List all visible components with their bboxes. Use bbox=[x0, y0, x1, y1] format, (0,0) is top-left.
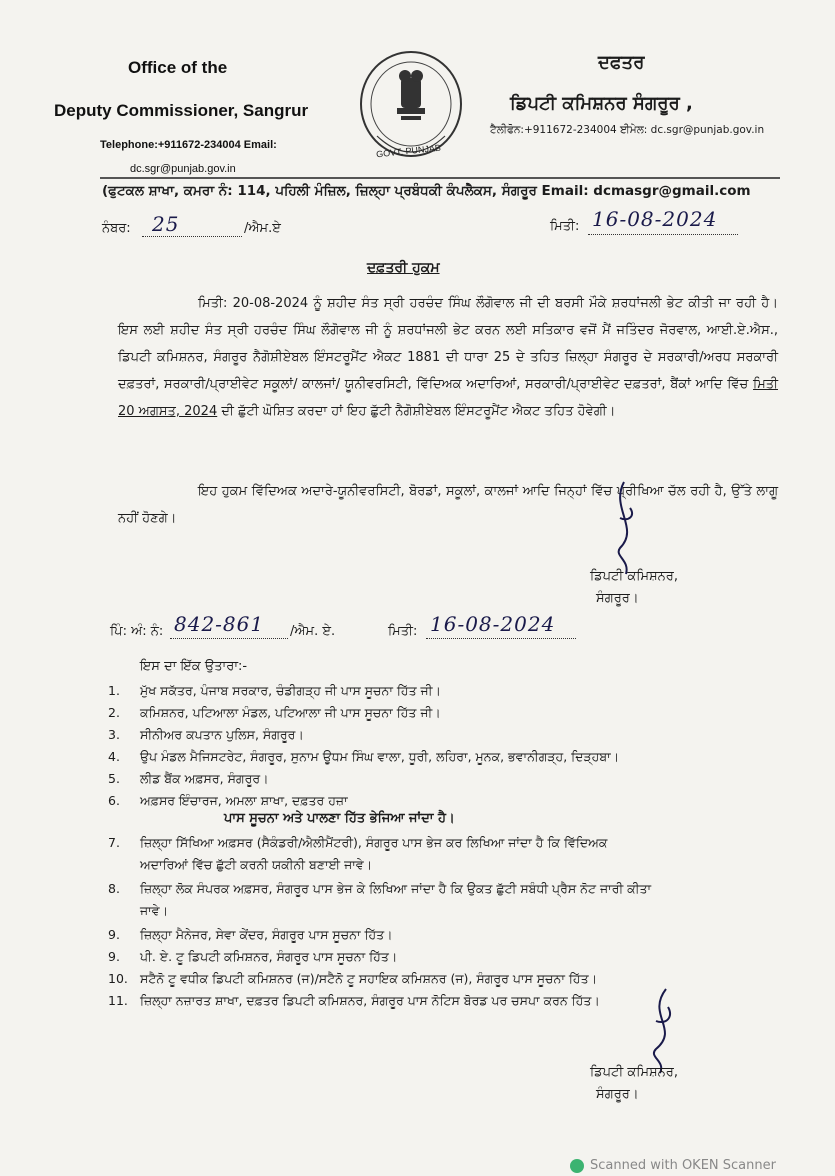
email-en: dc.sgr@punjab.gov.in bbox=[130, 163, 236, 175]
date-label: ਮਿਤੀ: bbox=[550, 219, 580, 234]
list-item-continuation: ਅਦਾਰਿਆਂ ਵਿੱਚ ਛੁੱਟੀ ਕਰਨੀ ਯਕੀਨੀ ਬਣਾਈ ਜਾਵੇ। bbox=[140, 857, 373, 872]
scanner-logo-icon bbox=[570, 1159, 584, 1173]
order-paragraph-1-text: ਮਿਤੀ: 20-08-2024 ਨੂੰ ਸ਼ਹੀਦ ਸੰਤ ਸ੍ਰੀ ਹਰਚੰਦ ਸਿੰਘ ਲੌਗੋਵਾਲ ਜੀ ਦੀ ਬਰਸੀ ਮੌਕੇ ਸ਼ਰਧਾਂਜਲੀ ਭੇਟ ਕੀਤੀ ਜਾ ਰਹੀ ਹੈ। ਇਸ ਲਈ ਸ਼ਹੀਦ ਸੰਤ ਸ੍ਰੀ ਹਰਚੰਦ ਸਿੰਘ ਲੌਗੋਵਾਲ ਜੀ ਨੂੰ ਸ਼ਰਧਾਂਜਲੀ ਭੇਟ ਕਰਨ ਲਈ ਸਤਿਕਾਰ ਵਜੋਂ ਮੈਂ ਜਤਿੰਦਰ ਜੋਰਵਾਲ, ਆਈ.ਏ.ਐਸ., ਡਿਪਟੀ ਕਮਿਸ਼ਨਰ, ਸੰਗਰੂਰ ਨੈਗੋਸ਼ੀਏਬਲ ਇੰਸਟਰੂਮੈਂਟ ਐਕਟ 1881 ਦੀ ਧਾਰਾ 25 ਦੇ ਤਹਿਤ ਜ਼ਿਲ੍ਹਾ ਸੰਗਰੂਰ ਦੇ ਸਰਕਾਰੀ/ਅਰਧ ਸਰਕਾਰੀ ਦਫ਼ਤਰਾਂ, ਸਰਕਾਰੀ/ਪ੍ਰਾਈਵੇਟ ਸਕੂਲਾਂ/ ਕਾਲਜਾਂ/ ਯੂਨੀਵਰਸਿਟੀ, ਵਿੱਦਿਅਕ ਅਦਾਰਿਆਂ, ਸਰਕਾਰੀ/ਪ੍ਰਾਈਵੇਟ ਦਫ਼ਤਰਾਂ, ਬੈਂਕਾਂ ਆਦਿ ਵਿੱਚ bbox=[118, 296, 778, 392]
endorsement-date-dotted-line bbox=[426, 638, 576, 639]
header-divider bbox=[100, 177, 780, 179]
list-item: 4. ਉਪ ਮੰਡਲ ਮੈਜਿਸਟਰੇਟ, ਸੰਗਰੂਰ, ਸੁਨਾਮ ਊਧਮ ਸਿੰਘ ਵਾਲਾ, ਧੂਰੀ, ਲਹਿਰਾ, ਮੂਨਕ, ਭਵਾਨੀਗੜ੍ਹ, ਦਿੜ੍ਹਬਾ। bbox=[108, 749, 620, 764]
list-item: 11. ਜ਼ਿਲ੍ਹਾ ਨਜ਼ਾਰਤ ਸ਼ਾਖਾ, ਦਫ਼ਤਰ ਡਿਪਟੀ ਕਮਿਸ਼ਨਰ, ਸੰਗਰੂਰ ਪਾਸ ਨੋਟਿਸ ਬੋਰਡ ਪਰ ਚਸਪਾ ਕਰਨ ਹਿੱਤ। bbox=[108, 993, 600, 1008]
signatory-1-place: ਸੰਗਰੂਰ। bbox=[596, 591, 639, 606]
seal-label: GOVT. PUNJAB bbox=[375, 142, 442, 160]
endorsement-number-value: 842-861 bbox=[174, 612, 265, 636]
holiday-date: ਮਿਤੀ 20 ਅਗਸਤ, 2024 bbox=[118, 377, 778, 419]
order-paragraph-2: ਇਹ ਹੁਕਮ ਵਿੱਦਿਅਕ ਅਦਾਰੇ-ਯੂਨੀਵਰਸਿਟੀ, ਬੋਰਡਾਂ, ਸਕੂਲਾਂ, ਕਾਲਜਾਂ ਆਦਿ ਜਿਨ੍ਹਾਂ ਵਿੱਚ ਪ੍ਰੀਖਿਆ ਚੱਲ ਰਹੀ ਹੈ, ਉੱਤੇ ਲਾਗੂ ਨਹੀਂ ਹੋਣਗੇ। bbox=[118, 484, 778, 526]
list-item: 1. ਮੁੱਖ ਸਕੱਤਰ, ਪੰਜਾਬ ਸਰਕਾਰ, ਚੰਡੀਗੜ੍ਹ ਜੀ ਪਾਸ ਸੂਚਨਾ ਹਿੱਤ ਜੀ। bbox=[108, 683, 441, 698]
scanner-watermark: Scanned with OKEN Scanner bbox=[590, 1158, 776, 1173]
office-title-en-line1: Office of the bbox=[128, 58, 228, 77]
list-item: 8. ਜ਼ਿਲ੍ਹਾ ਲੋਕ ਸੰਪਰਕ ਅਫ਼ਸਰ, ਸੰਗਰੂਰ ਪਾਸ ਭੇਜ ਕੇ ਲਿਖਿਆ ਜਾਂਦਾ ਹੈ ਕਿ ਉਕਤ ਛੁੱਟੀ ਸਬੰਧੀ ਪ੍ਰੈਸ ਨੋਟ ਜਾਰੀ ਕੀਤਾ bbox=[108, 881, 652, 896]
list-item: 3. ਸੀਨੀਅਰ ਕਪਤਾਨ ਪੁਲਿਸ, ਸੰਗਰੂਰ। bbox=[108, 727, 304, 742]
date-value: 16-08-2024 bbox=[592, 207, 718, 231]
signatory-1-title: ਡਿਪਟੀ ਕਮਿਸ਼ਨਰ, bbox=[590, 569, 678, 584]
telephone-pa: ਟੈਲੀਫੋਨ:+911672-234004 ਈਮੇਲ: dc.sgr@punjab.gov.in bbox=[490, 124, 765, 136]
endorsement-intro: ਇਸ ਦਾ ਇੱਕ ਉਤਾਰਾ:- bbox=[140, 659, 248, 674]
endorsement-number-suffix: /ਐਮ. ਏ. bbox=[290, 624, 336, 639]
endorsement-date-label: ਮਿਤੀ: bbox=[388, 624, 418, 639]
item-6-continuation: ਪਾਸ ਸੂਚਨਾ ਅਤੇ ਪਾਲਣਾ ਹਿੱਤ ਭੇਜਿਆ ਜਾਂਦਾ ਹੈ। bbox=[224, 811, 455, 826]
order-paragraph-1 bbox=[118, 290, 778, 425]
signature-1 bbox=[600, 478, 650, 578]
branch-address-line: (ਫੁਟਕਲ ਸ਼ਾਖਾ, ਕਮਰਾ ਨੰ: 114, ਪਹਿਲੀ ਮੰਜ਼ਿਲ, ਜ਼ਿਲ੍ਹਾ ਪ੍ਰਬੰਧਕੀ ਕੰਪਲੈਕਸ, ਸੰਗਰੂਰ Email: dcmasgr@gmail.com bbox=[102, 183, 751, 199]
list-item: 7. ਜ਼ਿਲ੍ਹਾ ਸਿੱਖਿਆ ਅਫ਼ਸਰ (ਸੈਕੰਡਰੀ/ਐਲੀਮੈਂਟਰੀ), ਸੰਗਰੂਰ ਪਾਸ ਭੇਜ ਕਰ ਲਿਖਿਆ ਜਾਂਦਾ ਹੈ ਕਿ ਵਿੱਦਿਅਕ bbox=[108, 835, 608, 850]
order-title: ਦਫ਼ਤਰੀ ਹੁਕਮ bbox=[367, 260, 440, 276]
list-item: 5. ਲੀਡ ਬੈਂਕ ਅਫ਼ਸਰ, ਸੰਗਰੂਰ। bbox=[108, 771, 269, 786]
office-title-en-line2: Deputy Commissioner, Sangrur bbox=[54, 101, 309, 120]
list-item: 10. ਸਟੈਨੋ ਟੂ ਵਧੀਕ ਡਿਪਟੀ ਕਮਿਸ਼ਨਰ (ਜ)/ਸਟੈਨੋ ਟੂ ਸਹਾਇਕ ਕਮਿਸ਼ਨਰ (ਜ), ਸੰਗਰੂਰ ਪਾਸ ਸੂਚਨਾ ਹਿੱਤ। bbox=[108, 971, 598, 986]
office-title-pa-line1: ਦਫਤਰ bbox=[598, 52, 645, 73]
endorsement-number-dotted-line bbox=[170, 638, 288, 639]
office-title-pa-line2: ਡਿਪਟੀ ਕਮਿਸ਼ਨਰ ਸੰਗਰੂਰ , bbox=[510, 93, 693, 114]
list-item-continuation: ਜਾਵੇ। bbox=[140, 903, 168, 918]
date-dotted-line bbox=[588, 234, 738, 235]
telephone-en: Telephone:+911672-234004 Email: bbox=[100, 139, 277, 151]
list-item: 6. ਅਫ਼ਸਰ ਇੰਚਾਰਜ, ਅਮਲਾ ਸ਼ਾਖਾ, ਦਫ਼ਤਰ ਹਜ਼ਾ bbox=[108, 793, 348, 808]
signature-2 bbox=[630, 985, 690, 1075]
list-item: 9. ਜ਼ਿਲ੍ਹਾ ਮੈਨੇਜਰ, ਸੇਵਾ ਕੇਂਦਰ, ਸੰਗਰੂਰ ਪਾਸ ਸੂਚਨਾ ਹਿੱਤ। bbox=[108, 927, 393, 942]
signatory-2-title: ਡਿਪਟੀ ਕਮਿਸ਼ਨਰ, bbox=[590, 1065, 678, 1080]
number-dotted-line bbox=[142, 236, 242, 237]
number-suffix: /ਐਮ.ਏ bbox=[244, 221, 281, 236]
list-item: 9. ਪੀ. ਏ. ਟੂ ਡਿਪਟੀ ਕਮਿਸ਼ਨਰ, ਸੰਗਰੂਰ ਪਾਸ ਸੂਚਨਾ ਹਿੱਤ। bbox=[108, 949, 398, 964]
list-item: 2. ਕਮਿਸ਼ਨਰ, ਪਟਿਆਲਾ ਮੰਡਲ, ਪਟਿਆਲਾ ਜੀ ਪਾਸ ਸੂਚਨਾ ਹਿੱਤ ਜੀ। bbox=[108, 705, 441, 720]
order-paragraph-1-tail: ਦੀ ਛੁੱਟੀ ਘੋਸ਼ਿਤ ਕਰਦਾ ਹਾਂ ਇਹ ਛੁੱਟੀ ਨੈਗੋਸ਼ੀਏਬਲ ਇੰਸਟਰੂਮੈਂਟ ਐਕਟ ਤਹਿਤ ਹੋਵੇਗੀ। bbox=[217, 404, 616, 419]
number-label: ਨੰਬਰ: bbox=[102, 221, 131, 236]
signatory-2-place: ਸੰਗਰੂਰ। bbox=[596, 1087, 639, 1102]
endorsement-date-value: 16-08-2024 bbox=[430, 612, 556, 636]
number-value: 25 bbox=[152, 212, 180, 236]
endorsement-number-label: ਪਿੰ: ਅੰ: ਨੰ: bbox=[110, 624, 164, 639]
